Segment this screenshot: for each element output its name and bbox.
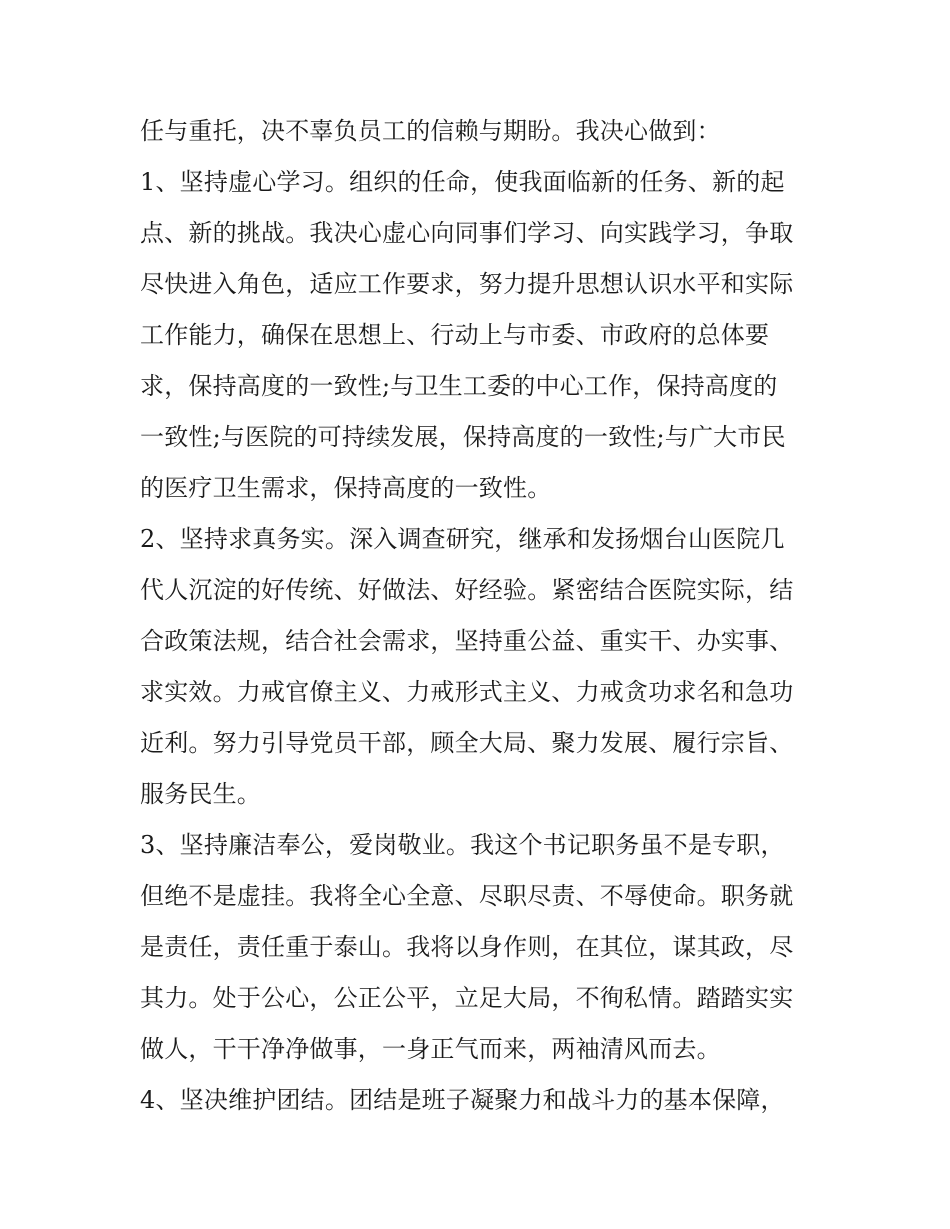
text-line-16: 但绝不是虚挂。我将全心全意、尽职尽责、不辱使命。职务就	[140, 882, 794, 910]
text-line-15: 3、坚持廉洁奉公，爱岗敬业。我这个书记职务虽不是专职，	[140, 831, 785, 859]
text-line-1: 任与重托，决不辜负员工的信赖与期盼。我决心做到：	[140, 117, 721, 145]
text-line-12: 求实效。力戒官僚主义、力戒形式主义、力戒贪功求名和急功	[140, 678, 794, 706]
text-line-11: 合政策法规，结合社会需求，坚持重公益、重实干、办实事、	[140, 627, 794, 655]
text-line-19: 做人，干干净净做事，一身正气而来，两袖清风而去。	[140, 1035, 721, 1063]
text-line-20: 4、坚决维护团结。团结是班子凝聚力和战斗力的基本保障，	[140, 1086, 785, 1114]
text-line-10: 代人沉淀的好传统、好做法、好经验。紧密结合医院实际，结	[140, 576, 794, 604]
text-line-9: 2、坚持求真务实。深入调查研究，继承和发扬烟台山医院几	[140, 525, 785, 553]
document-body	[140, 106, 814, 1126]
text-line-17: 是责任，责任重于泰山。我将以身作则，在其位，谋其政，尽	[140, 933, 794, 961]
text-line-6: 求，保持高度的一致性;与卫生工委的中心工作，保持高度的	[140, 372, 778, 400]
text-line-8: 的医疗卫生需求，保持高度的一致性。	[140, 474, 552, 502]
text-line-18: 其力。处于公心，公正公平，立足大局，不徇私情。踏踏实实	[140, 984, 794, 1012]
text-line-2: 1、坚持虚心学习。组织的任命，使我面临新的任务、新的起	[140, 168, 785, 196]
text-line-3: 点、新的挑战。我决心虚心向同事们学习、向实践学习，争取	[140, 219, 794, 247]
text-line-5: 工作能力，确保在思想上、行动上与市委、市政府的总体要	[140, 321, 770, 349]
text-line-13: 近利。努力引导党员干部，顾全大局、聚力发展、履行宗旨、	[140, 729, 794, 757]
text-line-14: 服务民生。	[140, 780, 261, 808]
text-line-7: 一致性;与医院的可持续发展，保持高度的一致性;与广大市民	[140, 423, 786, 451]
text-line-4: 尽快进入角色，适应工作要求，努力提升思想认识水平和实际	[140, 270, 794, 298]
